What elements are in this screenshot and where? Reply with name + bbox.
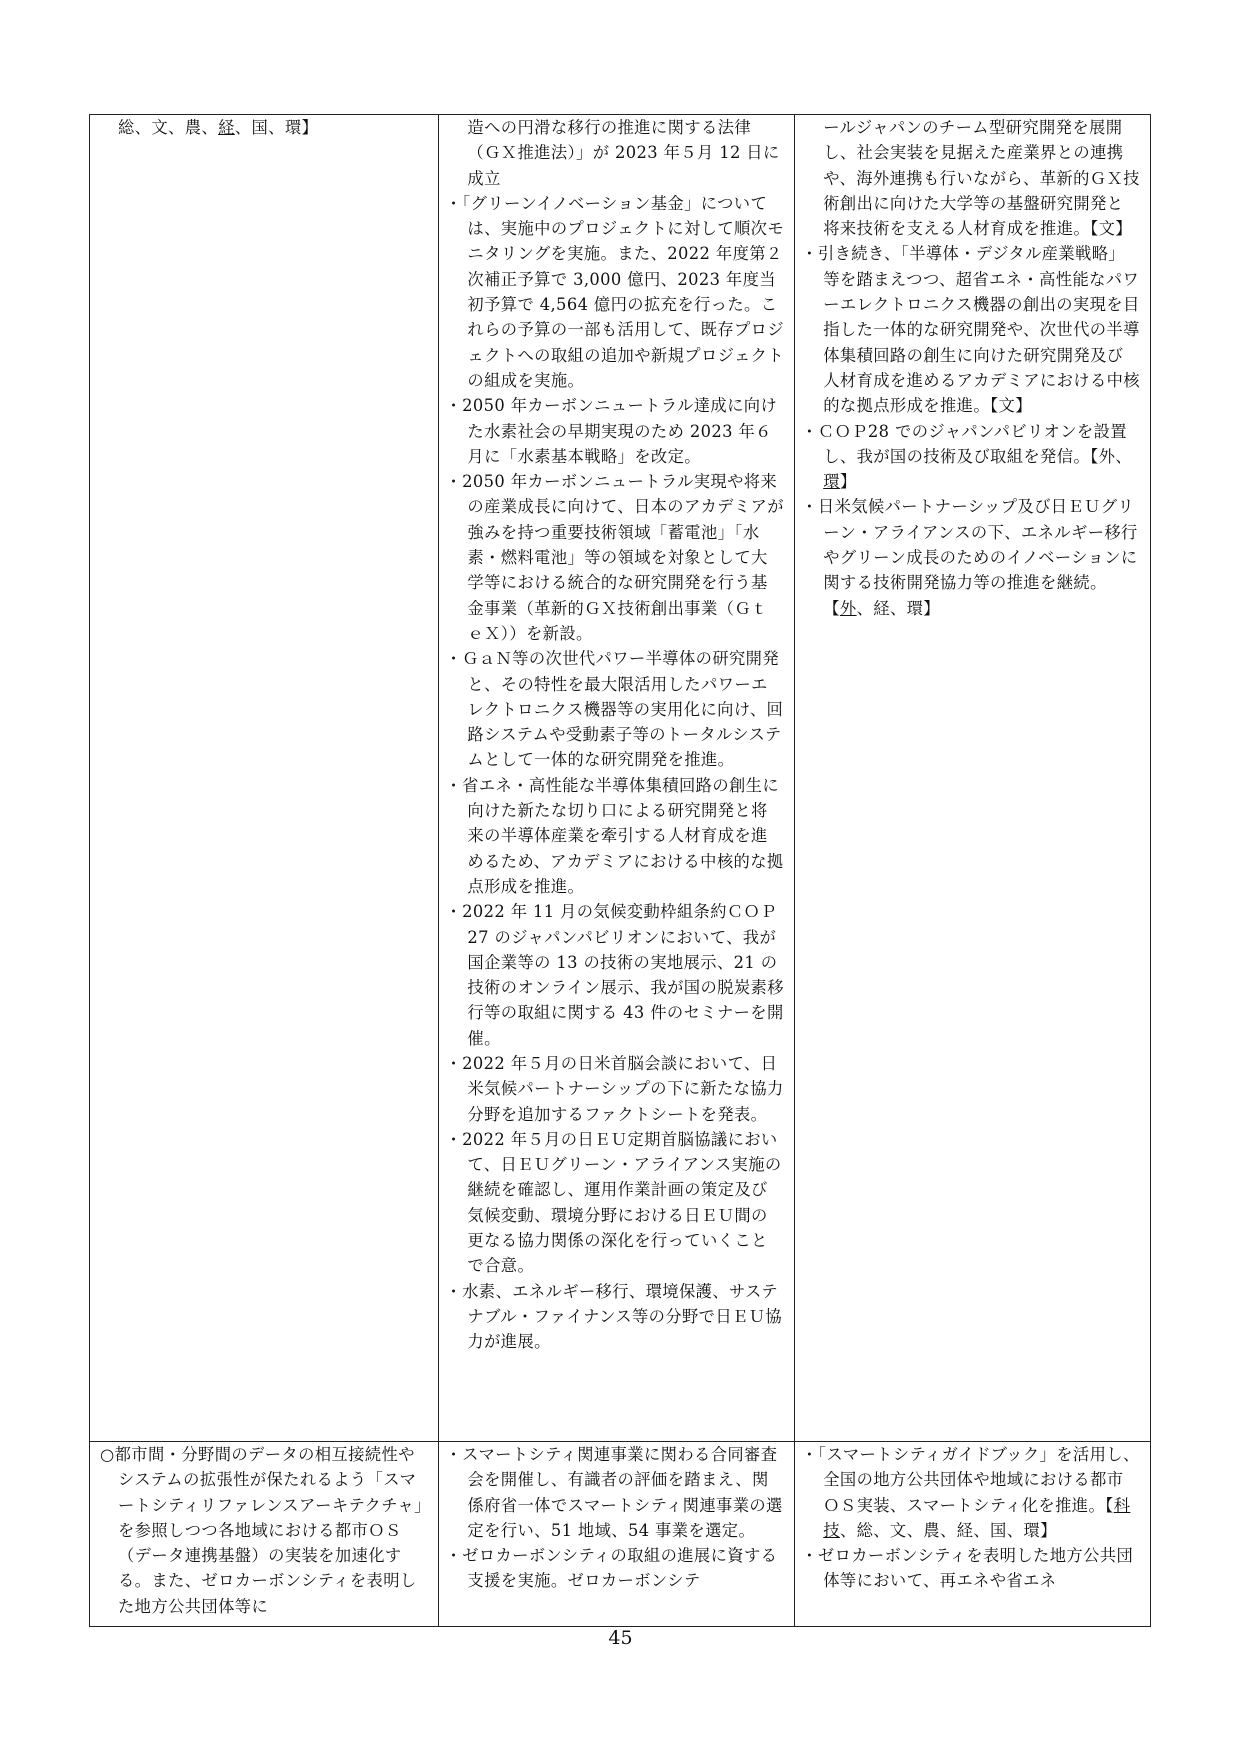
item-text: 、総、文、農、経、国、環】 — [839, 1520, 1057, 1540]
table-cell — [795, 1442, 1151, 1627]
list-item — [801, 494, 1140, 620]
list-item: ・2050 年カーボンニュートラル実現や将来の産業成長に向けて、日本のアカデミアが強みを持つ重要技術領域「蓄電池」「水素・燃料電池」等の領域を対象として大学等における統合的な研究開発を行う基金事業（革新的ＧＸ技術創出事業（ＧｔｅＸ））を新設。 — [445, 472, 784, 643]
list-item — [801, 419, 1140, 495]
underlined-tag: 環 — [823, 472, 840, 492]
list-item: ・引き続き、「半導体・デジタル産業戦略」等を踏まえつつ、超省エネ・高性能なパワーエレクトロニクス機器の創出の実現を目指した一体的な研究開発や、次世代の半導体集積回路の創生に向けた研究開発及び人材育成を進めるアカデミアにおける中核的な拠点形成を推進。【文】 — [801, 244, 1140, 416]
underlined-tag: 経 — [218, 118, 235, 137]
list-item: ・2022 年５月の日米首脳会談において、日米気候パートナーシップの下に新たな協力分野を追加するファクトシートを発表。 — [445, 1053, 784, 1124]
item-text: 】 — [839, 472, 857, 492]
list-item: ・スマートシティ関連事業に関わる合同審査会を開催し、有識者の評価を踏まえ、関係府省一体でスマートシティ関連事業の選定を行い、51 地域、54 事業を選定。 — [445, 1445, 783, 1540]
table-row — [90, 115, 1151, 1442]
item-text: ・「スマートシティガイドブック」を活用し、全国の地方公共団体や地域における都市ＯＳ実装、スマートシティ化を推進。【 — [801, 1445, 1140, 1515]
ministry-tags — [100, 115, 428, 140]
tag-text: 、国、環】 — [234, 118, 319, 137]
list-item: ・ゼロカーボンシティの取組の進展に資する支援を実施。ゼロカーボンシテ — [445, 1546, 778, 1591]
table-cell — [90, 1442, 439, 1627]
list-item: ・2050 年カーボンニュートラル達成に向けた水素社会の早期実現のため 2023 年６月に「水素基本戦略」を改定。 — [445, 396, 778, 466]
list-item: ールジャパンのチーム型研究開発を展開し、社会実装を見据えた産業界との連携や、海外連携も行いながら、革新的ＧＸ技術創出に向けた大学等の基盤研究開発と将来技術を支える人材育成を推進。【文】 — [823, 118, 1140, 239]
list-item: ・2022 年 11 月の気候変動枠組条約ＣＯＰ27 のジャパンパビリオンにおいて、我が国企業等の 13 の技術の実地展示、21 の技術のオンライン展示、我が国の脱炭素移行等の取組に関する 43 件のセミナーを開催。 — [445, 902, 784, 1048]
list-item: ・2022 年５月の日ＥＵ定期首脳協議において、日ＥＵグリーン・アライアンス実施の継続を確認し、運用作業計画の策定及び気候変動、環境分野における日ＥＵ間の更なる協力関係の深化を行っていくことで合意。 — [445, 1129, 782, 1276]
table-cell — [439, 1442, 795, 1627]
list-item: ・水素、エネルギー移行、環境保護、サステナブル・ファイナンス等の分野で日ＥＵ協力が進展。 — [445, 1281, 783, 1352]
list-item — [801, 1442, 1140, 1543]
item-text: 、経、環】 — [856, 598, 940, 618]
table-cell — [439, 115, 795, 1442]
table-cell — [90, 115, 439, 1442]
tag-text: 総、文、農、 — [118, 118, 219, 137]
underlined-tag: 科技 — [823, 1495, 1131, 1540]
page-number: 45 — [608, 1627, 633, 1649]
underlined-tag: 外 — [839, 598, 857, 618]
item-text: ・日米気候パートナーシップ及び日ＥＵグリーン・アライアンスの下、エネルギー移行やグリーン成長のためのイノベーションに関する技術開発協力等の推進を継続。【 — [801, 497, 1138, 618]
list-item: ・省エネ・高性能な半導体集積回路の創生に向けた新たな切り口による研究開発と将来の半導体産業を牽引する人材育成を進めるため、アカデミアにおける中核的な拠点形成を推進。 — [445, 775, 784, 896]
table-cell — [795, 115, 1151, 1442]
list-item: 造への円滑な移行の推進に関する法律（ＧＸ推進法）」が 2023 年５月 12 日に成立 — [467, 118, 780, 188]
list-item: ・ゼロカーボンシティを表明した地方公共団体等において、再エネや省エネ — [801, 1546, 1134, 1591]
list-item: ・ＧａＮ等の次世代パワー半導体の研究開発と、その特性を最大限活用したパワーエレクトロニクス機器等の実用化に向け、回路システムや受動素子等のトータルシステムとして一体的な研究開発を推進。 — [445, 649, 784, 770]
table-row — [90, 1442, 1151, 1627]
policy-table — [89, 114, 1151, 1627]
item-text: ・ＣＯＰ28 でのジャパンパビリオンを設置し、我が国の技術及び取組を発信。【外、 — [801, 421, 1133, 466]
list-item: ・「グリーンイノベーション基金」については、実施中のプロジェクトに対して順次モニタリングを実施。また、2022 年度第２次補正予算で 3,000 億円、2023 年度当初予算で 4,564 億円の拡充を行った。これらの予算の一部も活用して、既存プロジェクトへの取組の追加や新規プロジェクトの組成を実施。 — [445, 193, 785, 390]
policy-item: ○都市間・分野間のデータの相互接続性やシステムの拡張性が保たれるよう「スマートシティリファレンスアーキテクチャ」を参照しつつ各地域における都市ＯＳ（データ連携基盤）の実装を加速化する。また、ゼロカーボンシティを表明した地方公共団体等に — [100, 1445, 423, 1616]
